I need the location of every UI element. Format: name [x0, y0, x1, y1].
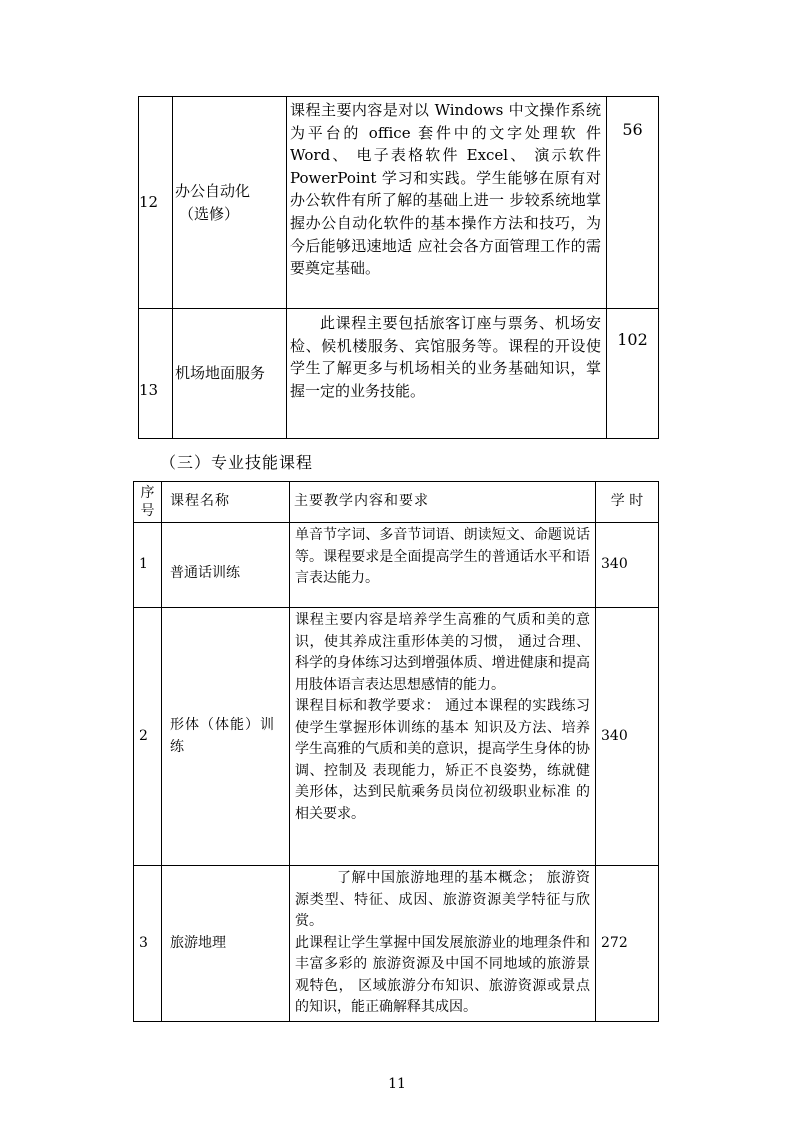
- course-hours: 340: [596, 523, 659, 608]
- header-hours: 学 时: [596, 482, 659, 523]
- course-hours: 340: [596, 608, 659, 866]
- header-content: 主要教学内容和要求: [290, 482, 596, 523]
- row-number: 1: [134, 523, 162, 608]
- course-name: 旅游地理: [162, 866, 290, 1022]
- course-content: 课程主要内容是对以 Windows 中文操作系统为平台的 office 套件中的文字处理软 件Word、 电子表格软件 Excel、 演示软件 PowerPoint 学习和实践。学生能够在原有对办公软件有所了解的基础上进一 步较系统地掌握办公自动化软件的基本操作方法和技巧，为今后能够迅速地适 应社会各方面管理工作的需要奠定基础。: [287, 97, 607, 309]
- course-content: [290, 608, 596, 866]
- row-number: 2: [134, 608, 162, 866]
- course-name-note: （选修）: [179, 204, 240, 223]
- table-header-row: [134, 482, 659, 523]
- course-name-line: 办公自动化: [175, 181, 251, 200]
- course-hours: 102: [607, 309, 659, 439]
- section-title: （三）专业技能课程: [160, 453, 314, 472]
- row-number: 13: [139, 309, 173, 439]
- content-paragraph: 课程主要内容是培养学生高雅的气质和美的意识，使其养成注重形体美的习惯， 通过合理、科学的身体练习达到增强体质、增进健康和提高用肢体语言表达思想感情的能力。: [295, 612, 590, 693]
- course-name: [173, 97, 287, 309]
- content-paragraph: 课程目标和教学要求： 通过本课程的实践练习使学生掌握形体训练的基本 知识及方法、培养学生高雅的气质和美的意识，提高学生身体的协调、控制及 表现能力，矫正不良姿势，练就健美形体，达到民航乘务员岗位初级职业标准 的相关要求。: [295, 698, 590, 822]
- table-row: [134, 866, 659, 1022]
- header-no-line: 序: [140, 485, 155, 501]
- course-name: 普通话训练: [162, 523, 290, 608]
- course-name: 机场地面服务: [173, 309, 287, 439]
- course-hours: 56: [607, 97, 659, 309]
- course-table-continued: [138, 96, 659, 439]
- row-number: 12: [139, 97, 173, 309]
- table-row: [134, 608, 659, 866]
- content-paragraph: 了解中国旅游地理的基本概念； 旅游资源类型、特征、成因、旅游资源美学特征与欣赏。: [295, 870, 590, 929]
- course-hours: 272: [596, 866, 659, 1022]
- table-row: [134, 523, 659, 608]
- header-no-line: 号: [140, 503, 155, 519]
- header-course-name: 课程名称: [162, 482, 290, 523]
- row-number: 3: [134, 866, 162, 1022]
- course-content: 单音节字词、多音节词语、朗读短文、命题说话等。课程要求是全面提高学生的普通话水平和语言表达能力。: [290, 523, 596, 608]
- course-content: 此课程主要包括旅客订座与票务、机场安检、候机楼服务、宾馆服务等。课程的开设使学生了解更多与机场相关的业务基础知识，掌握一定的业务技能。: [287, 309, 607, 439]
- course-name: 形体（体能）训练: [162, 608, 290, 866]
- header-no: [134, 482, 162, 523]
- table-row: [139, 309, 659, 439]
- course-content: [290, 866, 596, 1022]
- content-paragraph: 此课程让学生掌握中国发展旅游业的地理条件和丰富多彩的 旅游资源及中国不同地域的旅游景观特色， 区域旅游分布知识、旅游资源或景点的知识，能正确解释其成因。: [295, 934, 590, 1015]
- skills-course-table: [133, 481, 659, 1022]
- table-row: [139, 97, 659, 309]
- page-number: 11: [388, 1076, 406, 1092]
